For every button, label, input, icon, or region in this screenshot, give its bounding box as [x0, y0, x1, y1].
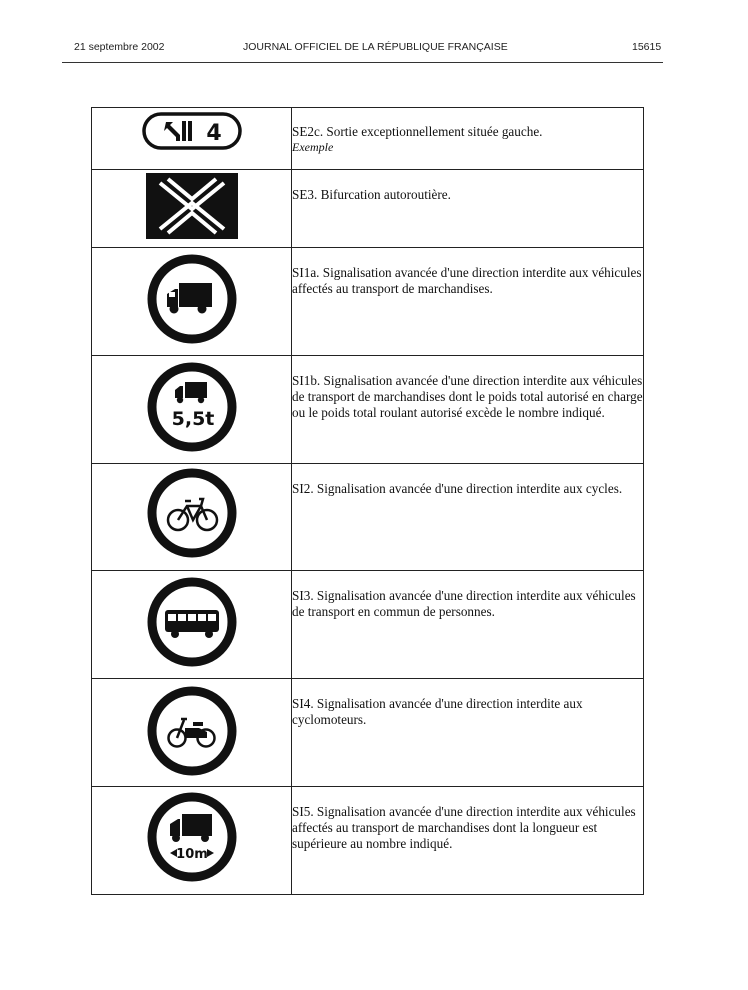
- sign-cell: [92, 571, 292, 679]
- table-row: [92, 679, 644, 787]
- exit-left-sign: [142, 112, 242, 150]
- table-row: [92, 787, 644, 895]
- exit-number-label: 4: [205, 121, 222, 146]
- signs-table: [91, 107, 644, 895]
- text-cell: [292, 170, 644, 248]
- sign-description: SI5. Signalisation avancée d'une direction interdite aux véhicules affectés au transport de marchandises dont la longueur est supérieure au nombre indiqué.: [292, 804, 636, 851]
- length-limit-label: 10m: [175, 847, 208, 862]
- sign-cell: [92, 170, 292, 248]
- text-cell: [292, 787, 644, 895]
- sign-cell: [92, 679, 292, 787]
- text-cell: [292, 108, 644, 170]
- text-cell: [292, 464, 644, 571]
- text-cell: [292, 679, 644, 787]
- no-cycles-sign: [147, 468, 237, 558]
- no-buses-sign: [147, 577, 237, 667]
- sign-cell: [92, 787, 292, 895]
- table-row: [92, 108, 644, 170]
- no-goods-vehicles-sign: [147, 254, 237, 344]
- motorway-bifurcation-sign: [146, 173, 238, 239]
- table-row: [92, 356, 644, 464]
- sign-description: SI4. Signalisation avancée d'une direction interdite aux cyclomoteurs.: [292, 696, 583, 727]
- table-row: [92, 571, 644, 679]
- sign-description: SI2. Signalisation avancée d'une direction interdite aux cycles.: [292, 481, 623, 496]
- sign-cell: [92, 464, 292, 571]
- sign-description: SI3. Signalisation avancée d'une direction interdite aux véhicules de transport en commun de personnes.: [292, 588, 636, 619]
- sign-cell: [92, 356, 292, 464]
- header-page-number: 15615: [632, 41, 662, 53]
- weight-limit-label: 5,5t: [171, 408, 214, 430]
- text-cell: [292, 248, 644, 356]
- header-date: 21 septembre 2002: [74, 41, 165, 53]
- no-mopeds-sign: [147, 686, 237, 776]
- table-row: [92, 248, 644, 356]
- sign-description: SI1a. Signalisation avancée d'une direction interdite aux véhicules affectés au transport de marchandises.: [292, 265, 642, 296]
- sign-description: SI1b. Signalisation avancée d'une direction interdite aux véhicules de transport de marchandises dont le poids total autorisé en charge ou le poids total roulant autorisé excède le nombre indiqué.: [292, 373, 643, 420]
- table-row: [92, 464, 644, 571]
- header-title: JOURNAL OFFICIEL DE LA RÉPUBLIQUE FRANÇAISE: [243, 41, 508, 53]
- sign-description: SE3. Bifurcation autoroutière.: [292, 187, 451, 202]
- sign-cell: [92, 248, 292, 356]
- header-rule: [62, 62, 663, 63]
- no-goods-vehicles-length-sign: [147, 792, 237, 882]
- sign-description: SE2c. Sortie exceptionnellement située gauche.: [292, 124, 543, 139]
- text-cell: [292, 356, 644, 464]
- no-goods-vehicles-weight-sign: [147, 362, 237, 452]
- sign-cell: [92, 108, 292, 170]
- sign-note: Exemple: [292, 140, 334, 154]
- text-cell: [292, 571, 644, 679]
- table-row: [92, 170, 644, 248]
